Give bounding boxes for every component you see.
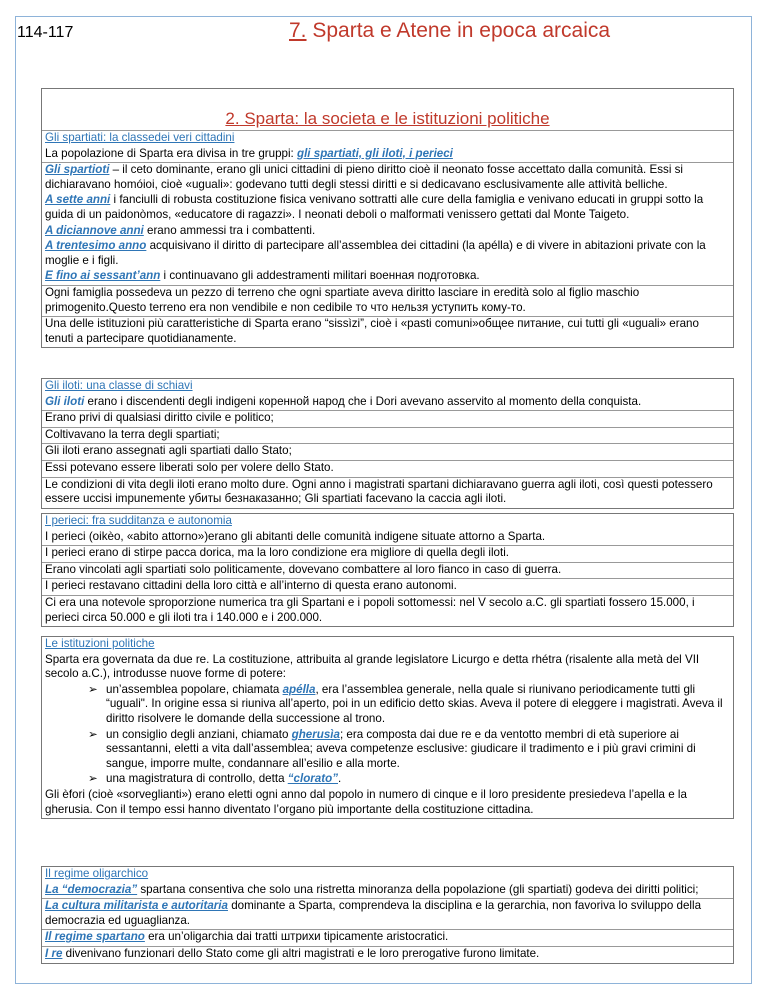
text-line bbox=[42, 193, 733, 223]
keyword: I re bbox=[45, 946, 63, 960]
heading-text: Il regime oligarchico bbox=[45, 867, 149, 880]
text-line bbox=[42, 947, 733, 963]
text-line: Ci era una notevole sproporzione numerica tra gli Spartani e i popoli sottomessi: nel V secolo a.C. gli spartiati fossero 15.000, i perieci circa 50.000 e gli iloti tra i 140.000 e i 200.000. bbox=[45, 595, 695, 624]
heading-text: Gli spartiati: la classedei veri cittadini bbox=[45, 131, 235, 144]
line-text: Ogni famiglia possedeva un pezzo di terreno che ogni spartiate aveva diritto lasciare in eredità solo al figlio maschio primogenito.Questo terreno era non vendibile e non cedibile то что нельзя уступить кому-то. bbox=[45, 285, 640, 314]
keyword: “clorato” bbox=[287, 772, 338, 786]
heading-text: I perieci: fra sudditanza e autonomia bbox=[45, 514, 232, 527]
section-heading bbox=[42, 514, 733, 530]
line-text: una magistratura di controllo, detta bbox=[106, 772, 288, 786]
text-line: I perieci (oikèo, «abito attorno»)erano gli abitanti delle comunità indigene situate attorno a Sparta. bbox=[42, 530, 733, 547]
chapter-number: 7. bbox=[289, 19, 307, 42]
heading-text: Gli iloti: una classe di schiavi bbox=[45, 379, 193, 392]
arrow-bullet-icon: ➢ bbox=[88, 727, 98, 741]
section-spartiati bbox=[41, 88, 734, 348]
section-heading bbox=[42, 131, 733, 147]
text-line: I perieci restavano cittadini della loro città e all’interno di questa erano autonomi. bbox=[42, 579, 733, 596]
line-text: erano ammessi tra i combattenti. bbox=[143, 223, 316, 237]
arrow-bullet-icon: ➢ bbox=[88, 682, 98, 696]
keyword: Il regime spartano bbox=[45, 930, 145, 944]
text-line bbox=[42, 899, 733, 930]
bullet-text bbox=[106, 772, 341, 787]
line-text: erano i discendenti degli indigeni коренной народ che i Dori avevano asservito al momento della conquista. bbox=[84, 394, 642, 408]
keyword: A sette anni bbox=[45, 193, 111, 207]
line-text: era un’oligarchia dai tratti штрихи tipicamente aristocratici. bbox=[144, 930, 449, 944]
section-title bbox=[42, 89, 733, 131]
keyword: A diciannove anni bbox=[45, 223, 144, 237]
bullet-item bbox=[42, 683, 733, 728]
keyword: Gli iloti bbox=[45, 394, 85, 408]
text-line bbox=[42, 286, 733, 317]
text-line: I perieci erano di stirpe pacca dorica, ma la loro condizione era migliore di quella degli iloti. bbox=[42, 546, 733, 563]
text-line bbox=[42, 147, 733, 164]
line-text: acquisivano il diritto di partecipare all’assemblea dei cittadini (la apélla) e di vivere in abitazioni private con la moglie e i figli. bbox=[45, 239, 706, 267]
text-line bbox=[42, 317, 733, 347]
text-line: Le condizioni di vita degli iloti erano molto dure. Ogni anno i magistrati spartani dichiaravano guerra agli iloti, così questi potessero essere uccisi impunemente убиты безнаказанно; Gli spartiati facevano la caccia agli iloti. bbox=[45, 477, 713, 506]
text-line bbox=[42, 930, 733, 947]
keyword: gherusìa bbox=[291, 727, 340, 741]
line-text: – il ceto dominante, erano gli unici cittadini di pieno diritto cioè il neonato fosse accettato dalla comunità. Essi si dichiaravano homóioi, cioè «uguali»: godevano tutti degli stessi diritti e si dedicavano esclusivamente alle attività belliche. bbox=[45, 163, 683, 191]
section-number: 2. bbox=[225, 109, 240, 128]
section-title-text: Sparta: la societa e le istituzioni politiche bbox=[239, 109, 550, 128]
keyword: Gli spartioti bbox=[45, 163, 110, 177]
text-line bbox=[42, 269, 733, 286]
text-line bbox=[42, 224, 733, 240]
text-line: Essi potevano essere liberati solo per volere dello Stato. bbox=[42, 461, 733, 478]
heading-text: Le istituzioni politiche bbox=[45, 637, 155, 650]
section-iloti bbox=[41, 378, 734, 509]
section-regime bbox=[41, 866, 734, 964]
text-line bbox=[42, 883, 733, 900]
line-text: . bbox=[338, 772, 342, 786]
line-text: La popolazione di Sparta era divisa in tre gruppi: bbox=[45, 146, 297, 160]
line-text: i fanciulli di robusta costituzione fisica venivano sottratti alle cure della famiglia e venivano educati in gruppi sotto la guida di un paidonòmos, «educatore di ragazzi». I neonati deboli o malformati venissero gettati dal Monte Taigeto. bbox=[45, 193, 704, 221]
line-text: , era l’assemblea generale, nella quale si riunivano periodicamente tutti gli “uguali". In origine essa si riuniva all’aperto, poi in un edificio detto skias. Aveva il potere di eleggere i magistrati. Aveva il diritto risolvere le domande della successione al trono. bbox=[106, 682, 723, 725]
bullet-text bbox=[106, 728, 730, 772]
text-line: Coltivavano la terra degli spartiati; bbox=[42, 428, 733, 445]
line-text: dominante a Sparta, comprendeva la disciplina e la gerarchia, non favoriva lo sviluppo della democrazia ed uguaglianza. bbox=[45, 899, 702, 927]
line-text: un’assemblea popolare, chiamata bbox=[106, 682, 283, 696]
text-line: Sparta era governata da due re. La costituzione, attribuita al grande legislatore Licurgo e detta rhétra (risalente alla metà del VII secolo a.C.), introdusse nuove forme di potere: bbox=[45, 652, 700, 681]
keyword: apélla bbox=[282, 682, 316, 696]
text-line: Erano privi di qualsiasi diritto civile e politico; bbox=[42, 411, 733, 428]
chapter-title bbox=[289, 19, 610, 43]
line-text: spartana consentiva che solo una ristretta minoranza della popolazione (gli spartiati) godeva dei diritti politici; bbox=[137, 882, 699, 896]
line-text: i continuavano gli addestramenti militari военная подготовка. bbox=[160, 269, 480, 283]
text-line: Gli iloti erano assegnati agli spartiati dallo Stato; bbox=[42, 444, 733, 461]
page-number: 114-117 bbox=[17, 24, 74, 41]
keyword: La “democrazia” bbox=[45, 882, 138, 896]
text-line: Erano vincolati agli spartiati solo politicamente, dovevano combattere al loro fianco in caso di guerra. bbox=[42, 563, 733, 580]
line-text: ; era composta dai due re e da ventotto membri di età superiore ai sessantanni, eletti a vita dall’assemblea; aveva competenze esclusive: giudicare il tradimento e i più gravi crimini di sangue, imporre multe, condannare all’esilio e alla morte. bbox=[106, 727, 696, 770]
keyword: La cultura militarista e autoritaria bbox=[45, 899, 228, 913]
chapter-title-text: Sparta e Atene in epoca arcaica bbox=[306, 19, 611, 42]
keyword: gli spartiati, gli iloti, i perieci bbox=[297, 146, 453, 160]
text-line: Gli èfori (cioè «sorveglianti») erano eletti ogni anno dal popolo in numero di cinque e il loro presidente presiedeva l’apella e la gherusia. Con il tempo essi hanno diventato l’organo più importante della costituzione cittadina. bbox=[45, 787, 687, 816]
keyword: A trentesimo anno bbox=[45, 239, 147, 253]
line-text: divenivano funzionari dello Stato come gli altri magistrati e le loro prerogative furono limitate. bbox=[62, 946, 540, 960]
keyword: E fino ai sessant’ann bbox=[45, 269, 161, 283]
text-line bbox=[42, 163, 733, 193]
bullet-item bbox=[42, 772, 733, 788]
line-text: un consiglio degli anziani, chiamato bbox=[106, 727, 292, 741]
text-line bbox=[42, 239, 733, 269]
section-perieci bbox=[41, 513, 734, 627]
text-line bbox=[42, 395, 733, 412]
section-heading bbox=[42, 379, 733, 395]
bullet-text bbox=[106, 683, 730, 727]
section-heading bbox=[42, 867, 733, 883]
section-istituzioni bbox=[41, 636, 734, 819]
bullet-item bbox=[42, 728, 733, 773]
arrow-bullet-icon: ➢ bbox=[88, 772, 98, 786]
section-heading bbox=[42, 637, 733, 653]
line-text: Una delle istituzioni più caratteristiche di Sparta erano “sissìzi”, cioè i «pasti comuni»общее питание, cui tutti gli «uguali» erano tenuti a partecipare quotidianamente. bbox=[45, 317, 699, 345]
